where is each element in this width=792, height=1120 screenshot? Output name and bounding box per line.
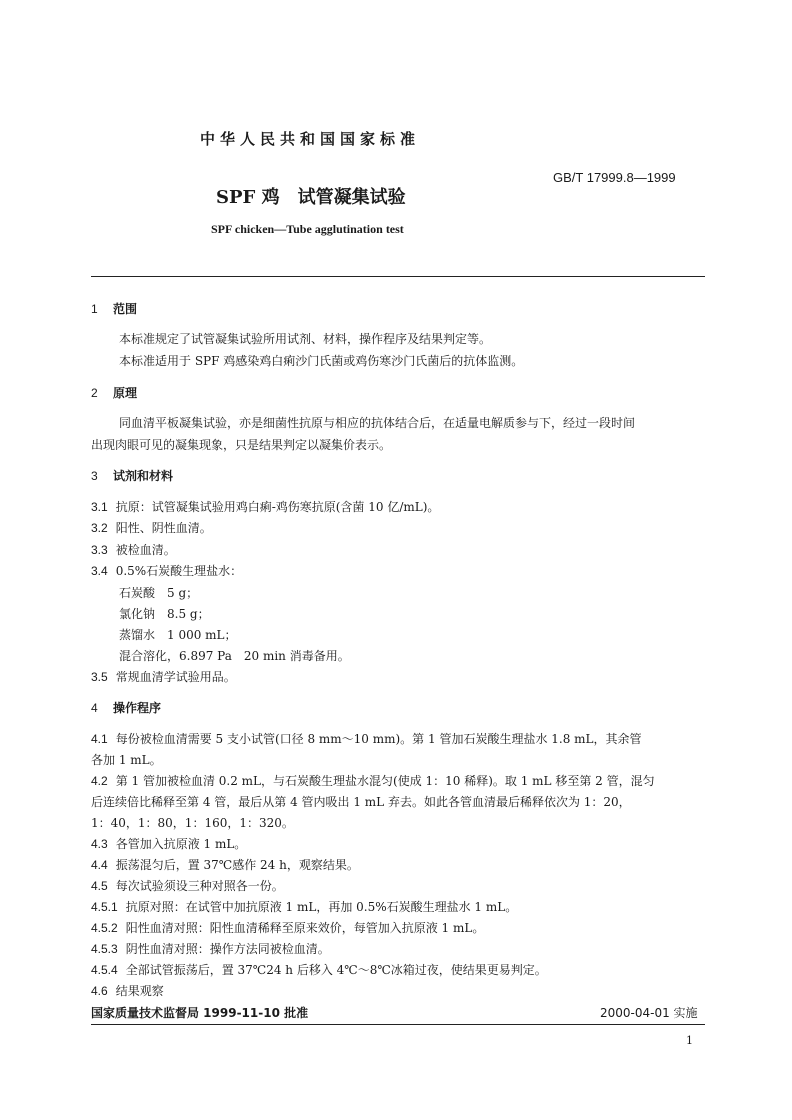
clause-4-5-1: 4.5.1 抗原对照：在试管中加抗原液 1 mL，再加 0.5%石炭酸生理盐水 1 mL。 [91, 900, 518, 914]
header-divider [91, 276, 705, 277]
recipe-line: 混合溶化，6.897 Pa 20 min 消毒备用。 [119, 649, 350, 663]
paragraph: 出现肉眼可见的凝集现象，只是结果判定以凝集价表示。 [91, 438, 392, 452]
clause-3-4: 3.4 0.5%石炭酸生理盐水： [91, 564, 243, 578]
clause-4-2: 4.2 第 1 管加被检血清 0.2 mL，与石炭酸生理盐水混匀(使成 1：10 稀释)。取 1 mL 移至第 2 管，混匀 [91, 774, 655, 788]
section-heading-1: 1 范围 [91, 302, 138, 316]
clause-4-2-cont: 1：40，1：80，1：160，1：320。 [91, 816, 294, 830]
clause-4-1: 4.1 每份被检血清需要 5 支小试管(口径 8 mm～10 mm)。第 1 管加石炭酸生理盐水 1.8 mL，其余管 [91, 732, 642, 746]
section-heading-3: 3 试剂和材料 [91, 469, 174, 483]
standard-code: GB/T 17999.8—1999 [553, 170, 676, 185]
clause-4-6: 4.6 结果观察 [91, 984, 164, 998]
page-number: 1 [686, 1034, 693, 1047]
recipe-line: 氯化钠 8.5 g； [119, 607, 210, 621]
document-title-en: SPF chicken—Tube agglutination test [211, 222, 404, 236]
effective-date: 2000-04-01 实施 [600, 1006, 698, 1020]
standard-organization: 中华人民共和国国家标准 [200, 130, 421, 148]
clause-4-5-3: 4.5.3 阴性血清对照：操作方法同被检血清。 [91, 942, 330, 956]
document-title-cn: SPF 鸡 试管凝集试验 [216, 187, 406, 208]
clause-4-4: 4.4 振荡混匀后，置 37℃感作 24 h，观察结果。 [91, 858, 359, 872]
approval-line: 国家质量技术监督局 1999-11-10 批准 [91, 1006, 309, 1020]
paragraph: 同血清平板凝集试验，亦是细菌性抗原与相应的抗体结合后，在适量电解质参与下，经过一段时间 [119, 416, 636, 430]
clause-4-2-cont: 后连续倍比稀释至第 4 管，最后从第 4 管内吸出 1 mL 弃去。如此各管血清最后稀释依次为 1：20， [91, 795, 631, 809]
clause-4-3: 4.3 各管加入抗原液 1 mL。 [91, 837, 247, 851]
clause-3-3: 3.3 被检血清。 [91, 543, 176, 557]
recipe-line: 石炭酸 5 g； [119, 586, 199, 600]
footer-divider [91, 1024, 705, 1025]
clause-3-2: 3.2 阳性、阴性血清。 [91, 521, 212, 535]
clause-4-5-2: 4.5.2 阳性血清对照：阳性血清稀释至原来效价，每管加入抗原液 1 mL。 [91, 921, 485, 935]
paragraph: 本标准适用于 SPF 鸡感染鸡白痢沙门氏菌或鸡伤寒沙门氏菌后的抗体监测。 [119, 354, 524, 368]
clause-4-1-cont: 各加 1 mL。 [91, 753, 162, 767]
recipe-line: 蒸馏水 1 000 mL； [119, 628, 237, 642]
clause-4-5: 4.5 每次试验须设三种对照各一份。 [91, 879, 284, 893]
paragraph: 本标准规定了试管凝集试验所用试剂、材料，操作程序及结果判定等。 [119, 332, 492, 346]
clause-4-5-4: 4.5.4 全部试管振荡后，置 37℃24 h 后移入 4℃～8℃冰箱过夜，使结果更易判定。 [91, 963, 547, 977]
clause-3-1: 3.1 抗原：试管凝集试验用鸡白痢-鸡伤寒抗原(含菌 10 亿/mL)。 [91, 500, 440, 514]
section-heading-4: 4 操作程序 [91, 701, 162, 715]
clause-3-5: 3.5 常规血清学试验用品。 [91, 670, 236, 684]
section-heading-2: 2 原理 [91, 386, 138, 400]
